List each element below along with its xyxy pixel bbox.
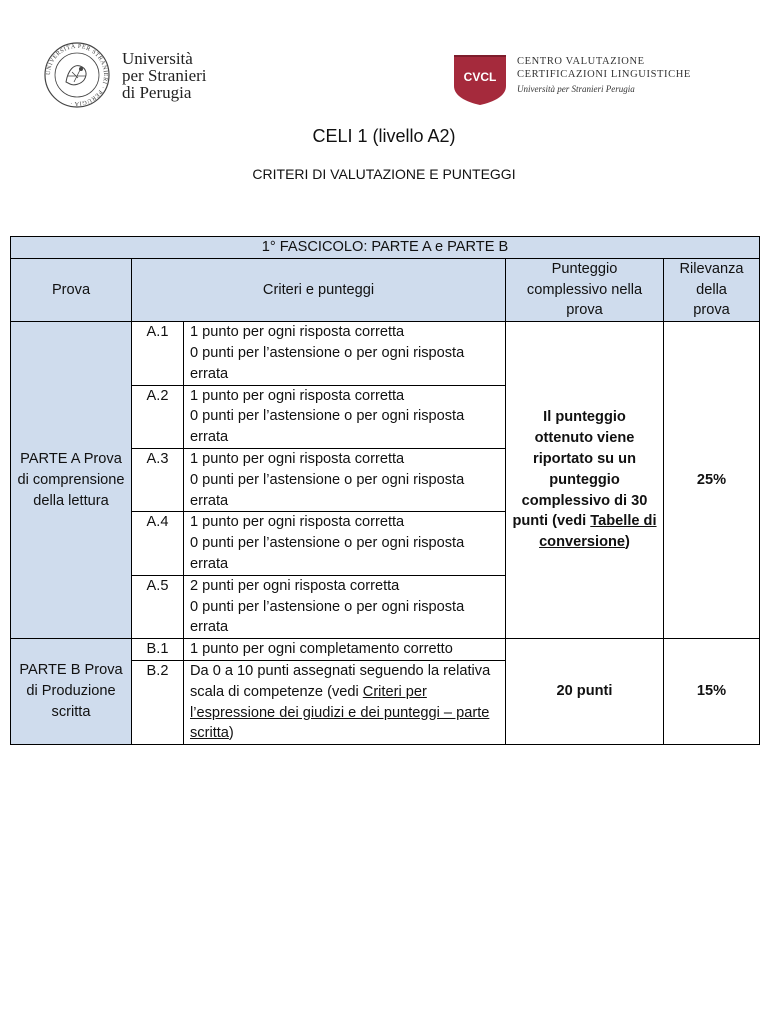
criteria-wrong-a4: 0 punti per l’astensione o per ogni risposta errata <box>190 535 465 572</box>
table-row-a1 <box>11 322 760 385</box>
university-name-line1: Università <box>122 49 193 68</box>
criteria-wrong-a1: 0 punti per l’astensione o per ogni risposta errata <box>190 344 465 382</box>
section-header-row <box>11 237 760 259</box>
parte-b-total: 20 punti <box>506 639 664 745</box>
criteria-correct-a4: 1 punto per ogni risposta corretta <box>190 514 405 531</box>
section-header: 1° FASCICOLO: PARTE A e PARTE B <box>11 237 760 259</box>
item-criteria-b2 <box>184 660 506 744</box>
item-code-a4: A.4 <box>132 512 184 575</box>
criteria-wrong-a5: 0 punti per l’astensione o per ogni risposta errata <box>190 598 465 636</box>
criteri-giudizi-link[interactable]: Criteri per l’espressione dei giudizi e dei punteggi – parte scritta <box>190 683 490 742</box>
criteria-wrong-a2: 0 punti per l’astensione o per ogni risposta errata <box>190 408 465 446</box>
item-criteria-a4 <box>184 512 506 575</box>
item-criteria-a2 <box>184 385 506 448</box>
university-logo <box>44 42 244 108</box>
university-name-line3: di Perugia <box>122 83 192 102</box>
criteria-correct-a1: 1 punto per ogni risposta corretta <box>190 324 405 341</box>
column-header-punteggio: Punteggio complessivo nella prova <box>506 258 664 321</box>
university-name-line2: per Stranieri <box>122 66 207 85</box>
cvcl-line2: CERTIFICAZIONI LINGUISTICHE <box>517 69 691 80</box>
tabelle-conversione-link[interactable]: Tabelle di conversione <box>539 513 657 551</box>
item-code-a2: A.2 <box>132 385 184 448</box>
criteria-b2-text: Da 0 a 10 punti assegnati seguendo la relativa scala di competenze (vedi <box>190 662 491 700</box>
criteria-b2-suffix: ) <box>228 725 234 742</box>
university-seal-icon <box>44 42 110 108</box>
item-criteria-a3 <box>184 448 506 511</box>
item-criteria-b1: 1 punto per ogni completamento corretto <box>184 639 506 661</box>
item-code-b2: B.2 <box>132 660 184 744</box>
table-row-b1 <box>11 639 760 661</box>
parte-b-relevance: 15% <box>664 639 760 745</box>
svg-text:UNIVERSITÀ PER STRANIERI · PER: UNIVERSITÀ PER STRANIERI · PERUGIA · <box>45 43 109 107</box>
parte-a-total <box>506 322 664 639</box>
parte-b-label: PARTE B Prova di Produzione scritta <box>11 639 132 745</box>
item-criteria-a5 <box>184 575 506 638</box>
column-header-row <box>11 258 760 321</box>
parte-a-label: PARTE A Prova di comprensione della lettura <box>11 322 132 639</box>
column-header-criteri: Criteri e punteggi <box>132 258 506 321</box>
parte-a-total-suffix: ) <box>625 534 630 551</box>
cvcl-line1: CENTRO VALUTAZIONE <box>517 56 645 67</box>
item-code-a1: A.1 <box>132 322 184 385</box>
document-subtitle: CRITERI DI VALUTAZIONE E PUNTEGGI <box>252 166 516 182</box>
item-criteria-a1 <box>184 322 506 385</box>
item-code-b1: B.1 <box>132 639 184 661</box>
criteria-correct-a5: 2 punti per ogni risposta corretta <box>190 577 400 594</box>
parte-a-total-text: Il punteggio ottenuto viene riportato su un punteggio complessivo di 30 punti (vedi <box>512 409 648 530</box>
item-code-a5: A.5 <box>132 575 184 638</box>
column-header-rilevanza: Rilevanza della prova <box>664 258 760 321</box>
item-code-a3: A.3 <box>132 448 184 511</box>
cvcl-badge: CVCL <box>463 70 497 84</box>
criteria-table <box>10 236 760 745</box>
criteria-correct-a2: 1 punto per ogni risposta corretta <box>190 387 405 404</box>
document-title: CELI 1 (livello A2) <box>312 126 456 146</box>
column-header-prova: Prova <box>11 258 132 321</box>
criteria-wrong-a3: 0 punti per l’astensione o per ogni risposta errata <box>190 471 465 509</box>
cvcl-line3: Università per Stranieri Perugia <box>517 84 635 94</box>
cvcl-logo <box>452 52 712 108</box>
criteria-correct-a3: 1 punto per ogni risposta corretta <box>190 450 405 467</box>
parte-a-relevance: 25% <box>664 322 760 639</box>
